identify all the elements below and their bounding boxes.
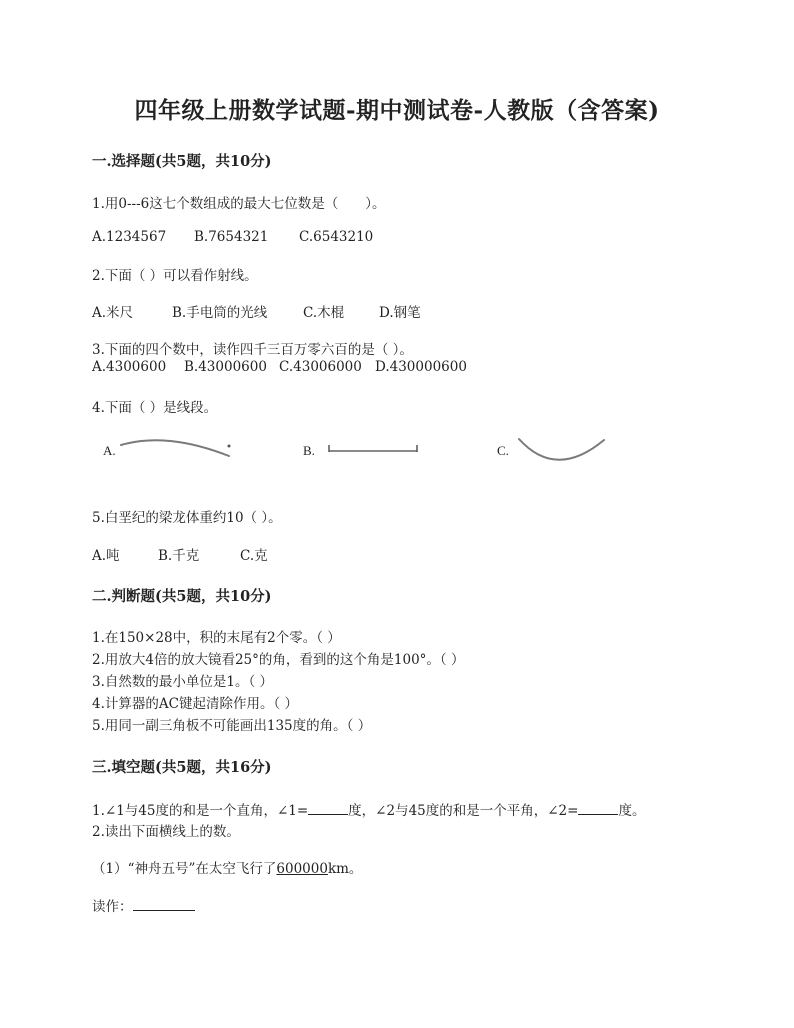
q3-option-c: C.43006000 xyxy=(279,359,362,375)
underlined-number: 600000 xyxy=(276,861,328,877)
q1-option-a: A.1234567 xyxy=(92,229,167,245)
page-title: 四年级上册数学试题-期中测试卷-人教版（含答案) xyxy=(134,97,660,124)
fill-question-2: 2.读出下面横线上的数。 xyxy=(92,824,240,840)
q3-option-b: B.43000600 xyxy=(184,359,267,375)
question-2: 2.下面（ ）可以看作射线。 xyxy=(92,268,258,284)
section-heading-judgement: 二.判断题(共5题，共10分) xyxy=(92,588,272,605)
answer-blank[interactable] xyxy=(578,802,618,815)
read-answer-line xyxy=(92,895,195,915)
sub-question-suffix: km。 xyxy=(327,861,363,877)
q4-label-b: B. xyxy=(303,443,315,458)
q4-label-c: C. xyxy=(497,443,509,458)
read-label: 读作： xyxy=(92,899,133,915)
q5-option-c: C.克 xyxy=(240,548,268,564)
question-4: 4.下面（ ）是线段。 xyxy=(92,400,218,416)
fill-q1-text-1: 1.∠1与45度的和是一个直角，∠1= xyxy=(92,803,309,819)
fill-q1-text-2: 度，∠2与45度的和是一个平角，∠2= xyxy=(348,803,579,819)
judgement-item: 4.计算器的AC键起清除作用。（ ） xyxy=(92,696,298,712)
q2-option-c: C.木棍 xyxy=(303,305,345,321)
q2-option-a: A.米尺 xyxy=(92,305,134,321)
curved-line-a-figure xyxy=(118,436,232,460)
question-1: 1.用0---6这七个数组成的最大七位数是（ ）。 xyxy=(92,196,386,212)
q3-option-a: A.4300600 xyxy=(92,359,167,375)
section-heading-fill: 三.填空题(共5题，共16分) xyxy=(92,759,272,776)
judgement-item: 5.用同一副三角板不可能画出135度的角。（ ） xyxy=(92,718,372,734)
judgement-item: 3.自然数的最小单位是1。（ ） xyxy=(92,674,274,690)
q1-option-b: B.7654321 xyxy=(194,229,269,245)
q5-option-b: B.千克 xyxy=(158,548,200,564)
fill-question-2-sub-1 xyxy=(92,857,362,877)
segment-b-figure xyxy=(326,441,420,455)
q2-option-b: B.手电筒的光线 xyxy=(172,305,268,321)
fill-q1-text-3: 度。 xyxy=(618,803,646,819)
section-heading-choice: 一.选择题(共5题，共10分) xyxy=(92,153,272,170)
judgement-item: 1.在150×28中，积的末尾有2个零。（ ） xyxy=(92,630,341,646)
q4-label-a: A. xyxy=(103,443,116,458)
answer-blank[interactable] xyxy=(133,898,195,911)
question-5: 5.白垩纪的梁龙体重约10（ ）。 xyxy=(92,510,282,526)
judgement-item: 2.用放大4倍的放大镜看25°的角，看到的这个角是100°。（ ） xyxy=(92,652,465,668)
question-3: 3.下面的四个数中，读作四千三百万零六百的是（ ）。 xyxy=(92,342,413,358)
q2-option-d: D.钢笔 xyxy=(379,305,421,321)
fill-question-1 xyxy=(92,799,645,819)
q5-option-a: A.吨 xyxy=(92,548,120,564)
q1-option-c: C.6543210 xyxy=(299,229,374,245)
arc-c-figure xyxy=(516,436,608,466)
sub-question-prefix: （1）“神舟五号”在太空飞行了 xyxy=(92,861,277,877)
q3-option-d: D.430000600 xyxy=(375,359,467,375)
answer-blank[interactable] xyxy=(308,802,348,815)
